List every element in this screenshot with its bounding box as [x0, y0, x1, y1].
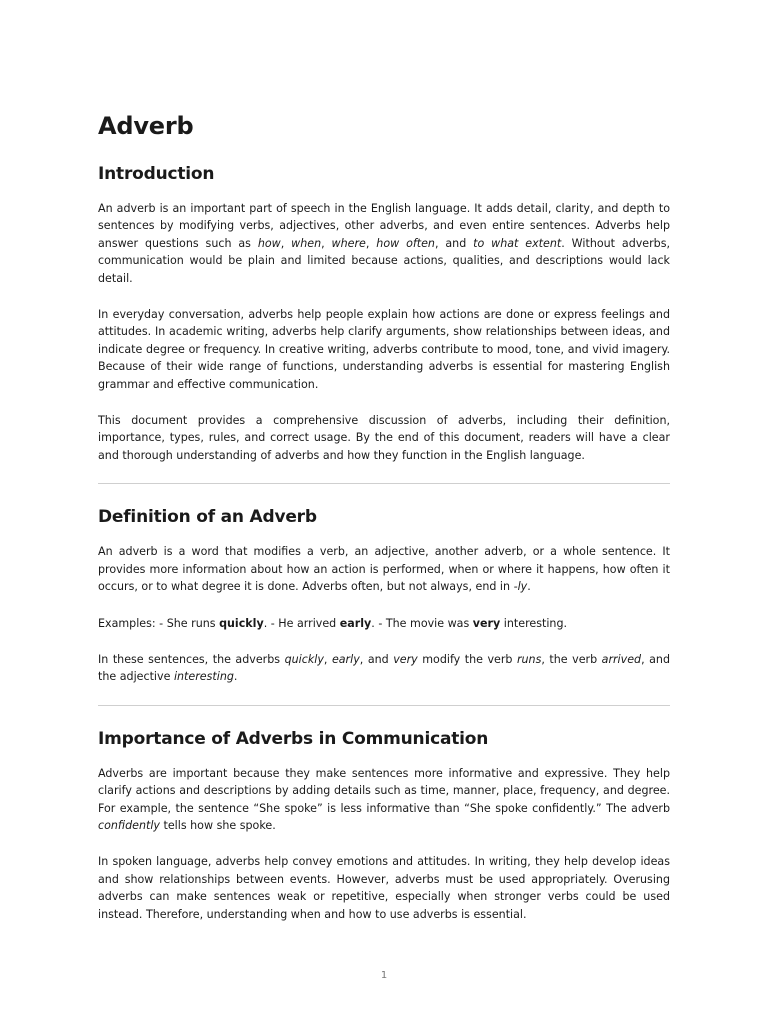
intro-paragraph-1: An adverb is an important part of speech in the English language. It adds detail, clarity, and depth to sentences by modifying verbs, adjectives, other adverbs, and even entire sentences. Adverbs help answer questions such as how, when, where, how often, and to what extent. Without adverbs, communication would be plain and limited because actions, qualities, and descriptions would lack detail.: [98, 202, 671, 285]
page-number: 1: [380, 970, 388, 981]
document-page: [98, 110, 670, 942]
heading-definition: Definition of an Adverb: [98, 507, 317, 528]
explanation-paragraph: In these sentences, the adverbs quickly, early, and very modify the verb runs, the verb arrived, and the adjective interesting.: [98, 652, 670, 684]
section-divider: [98, 705, 670, 706]
importance-paragraph-2: In spoken language, adverbs help convey emotions and attitudes. In writing, they help develop ideas and show relationships between events. However, adverbs must be used appropriately. Overusing adverbs can make sentences weak or repetitive, especially when stronger verbs could be used instead. Therefore, understanding when and how to use adverbs is essential.: [98, 855, 670, 921]
heading-introduction: Introduction: [98, 164, 215, 184]
intro-paragraph-3: This document provides a comprehensive discussion of adverbs, including their definition, importance, types, rules, and correct usage. By the end of this document, readers will have a clear and thorough understanding of adverbs and how they function in the English language.: [98, 414, 670, 462]
document-title: Adverb: [98, 112, 194, 140]
examples-paragraph: Examples: - She runs quickly. - He arrived early. - The movie was very interesting.: [98, 616, 568, 630]
intro-paragraph-2: In everyday conversation, adverbs help people explain how actions are done or express feelings and attitudes. In academic writing, adverbs help clarify arguments, show relationships between ideas, and indicate degree or frequency. In creative writing, adverbs contribute to mood, tone, and vivid imagery. Because of their wide range of functions, understanding adverbs is essential for mastering English grammar and effective communication.: [98, 308, 670, 391]
importance-paragraph-1: Adverbs are important because they make sentences more informative and expressive. They help clarify actions and descriptions by adding details such as time, manner, place, frequency, and degree. For example, the sentence “She spoke” is less informative than “She spoke confidently.” The adverb confidently tells how she spoke.: [98, 766, 670, 832]
definition-paragraph: An adverb is a word that modifies a verb, an adjective, another adverb, or a whole sentence. It provides more information about how an action is performed, when or where it happens, how often it occurs, or to what degree it is done. Adverbs often, but not always, end in -ly.: [98, 545, 670, 594]
heading-importance: Importance of Adverbs in Communication: [98, 728, 489, 749]
section-divider: [98, 483, 670, 484]
